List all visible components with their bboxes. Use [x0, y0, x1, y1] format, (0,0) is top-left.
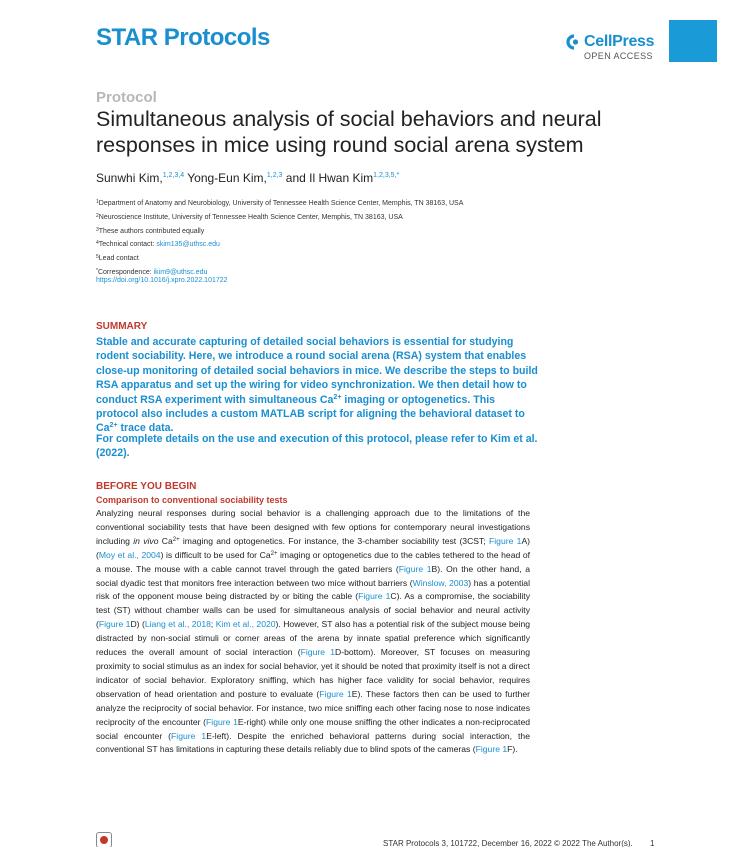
check-for-updates-icon[interactable]: [96, 832, 112, 847]
citation-link[interactable]: Moy et al., 2004: [98, 549, 161, 560]
correspondence: *Correspondence: ikim9@uthsc.edu: [96, 267, 208, 276]
summary-reference: For complete details on the use and execution of this protocol, please refer to Kim et al. (2022).: [96, 433, 538, 460]
figure-link[interactable]: Figure 1: [358, 591, 391, 602]
author-name[interactable]: Yong-Eun Kim,: [187, 171, 267, 185]
article-type-label: Protocol: [96, 89, 157, 106]
author-affiliation-sup: 1,2,3,5,*: [373, 172, 400, 179]
author-list: [96, 171, 399, 185]
affiliation-line: $^3$These authors contributed equally: [96, 226, 205, 235]
figure-link[interactable]: Figure 1: [475, 744, 508, 755]
before-you-begin-heading: BEFORE YOU BEGIN: [96, 481, 197, 492]
journal-title: STAR Protocols: [96, 24, 270, 51]
page-number: 1: [650, 839, 655, 847]
citation-link[interactable]: Winslow, 2003: [412, 577, 469, 588]
body-paragraph: Analyzing neural responses during social behavior is a challenging approach due to the limitations of the conventional sociability tests that have been designed with few options for contemporary neural investigations including in vivo $Ca^{2+}$ imaging and optogenetics. For instance, the 3-chamber sociability test (3CST; Figure 1A) (Moy et al., 2004) is difficult to be used for $Ca^{2+}$ imaging or optogenetics due to the cables tethered to the head of a mouse. The mouse with a cable cannot travel through the gated barriers (Figure 1B). On the other hand, a social dyadic test that monitors free interaction between two mice without barriers (Winslow, 2003) has a potential risk of the opponent mouse being distracted by or biting the cable (Figure 1C). As a compromise, the sociability test (ST) without chamber walls can be used for simultaneous analysis of social behavior and neural activity (Figure 1D) (Liang et al., 2018; Kim et al., 2020). However, ST also has a potential risk of the subject mouse being distracted by non-social stimuli or corner areas of the arena by innate spatial preference which significantly reduces the overall amount of social interaction (Figure 1D-bottom). Moreover, ST focuses on measuring proximity to social stimulus as an index for social behavior, yet it should be noted that proximity itself is not a direct indicator of social behavior. Exploratory sniffing, which has higher face validity for social behavior, requires observation of head orientation and posture to evaluate (Figure 1E). These factors then can be used to further analyze the reciprocity of social behavior. For instance, two mice sniffing each other facing nose to nose indicates reciprocity of the encounter (Figure 1E-right) while only one mouse sniffing the other indicates a non-reciprocated social encounter (Figure 1E-left). Despite the enriched behavioral patterns during social interaction, the conventional ST has limitations in capturing these details reliably due to blind spots of the cameras (Figure 1F).: [96, 508, 531, 755]
section-subheading: Comparison to conventional sociability tests: [96, 495, 288, 505]
figure-link[interactable]: Figure 1: [398, 563, 432, 574]
author-name[interactable]: and Il Hwan Kim: [285, 171, 374, 185]
affiliation-line: $^1$Department of Anatomy and Neurobiology, University of Tennessee Health Science Center, Memphis, TN 38163, USA: [96, 199, 464, 207]
paper-title: Simultaneous analysis of social behaviors and neural responses in mice using round social arena system: [96, 107, 602, 157]
lead-contact: $^5$Lead contact: [96, 254, 139, 263]
figure-link[interactable]: Figure 1: [300, 647, 335, 658]
citation-link[interactable]: Liang et al., 2018: [144, 619, 211, 630]
figure-link[interactable]: Figure 1: [489, 535, 522, 546]
footer-citation: STAR Protocols 3, 101722, December 16, 2022 © 2022 The Author(s).: [383, 839, 633, 847]
citation-link[interactable]: Kim et al., 2020: [215, 619, 276, 630]
technical-contact-email-link[interactable]: skim135@uthsc.edu: [156, 241, 220, 249]
figure-link[interactable]: Figure 1: [319, 688, 352, 699]
cellpress-logo-group[interactable]: [563, 33, 654, 51]
corner-color-block: [669, 20, 717, 62]
figure-link[interactable]: Figure 1: [206, 716, 238, 727]
correspondence-email-link[interactable]: ikim9@uthsc.edu: [153, 268, 208, 276]
summary-paragraph: Stable and accurate capturing of detailed social behaviors is essential for studying rodent sociability. Here, we introduce a round social arena (RSA) system that enables close-up monitoring of detailed social behaviors in mice. We describe the steps to build RSA apparatus and set up the wiring for video synchronization. We then detail how to conduct RSA experiment with simultaneous $Ca^{2+}$ imaging or optogenetics. This protocol also includes a custom MATLAB script for aligning the behavioral dataset to $Ca^{2+}$ trace data.: [96, 336, 538, 435]
affiliation-line: $^2$Neuroscience Institute, University of Tennessee Health Science Center, Memphis, TN 38163, USA: [96, 212, 403, 221]
author-affiliation-sup: 1,2,3: [266, 172, 283, 179]
summary-heading: SUMMARY: [96, 321, 148, 332]
publisher-name: CellPress: [584, 33, 655, 50]
technical-contact: $^4$Technical contact: skim135@uthsc.edu: [96, 240, 220, 249]
figure-link[interactable]: Figure 1: [171, 730, 207, 741]
author-affiliation-sup: 1,2,3,4: [162, 172, 185, 179]
author-name[interactable]: Sunwhi Kim,: [96, 171, 163, 185]
doi-link[interactable]: https://doi.org/10.1016/j.xpro.2022.101722: [96, 276, 228, 284]
cellpress-logo-icon: [563, 33, 581, 51]
affiliations: [96, 197, 463, 286]
open-access-label: OPEN ACCESS: [584, 51, 653, 61]
figure-link[interactable]: Figure 1: [98, 619, 131, 630]
